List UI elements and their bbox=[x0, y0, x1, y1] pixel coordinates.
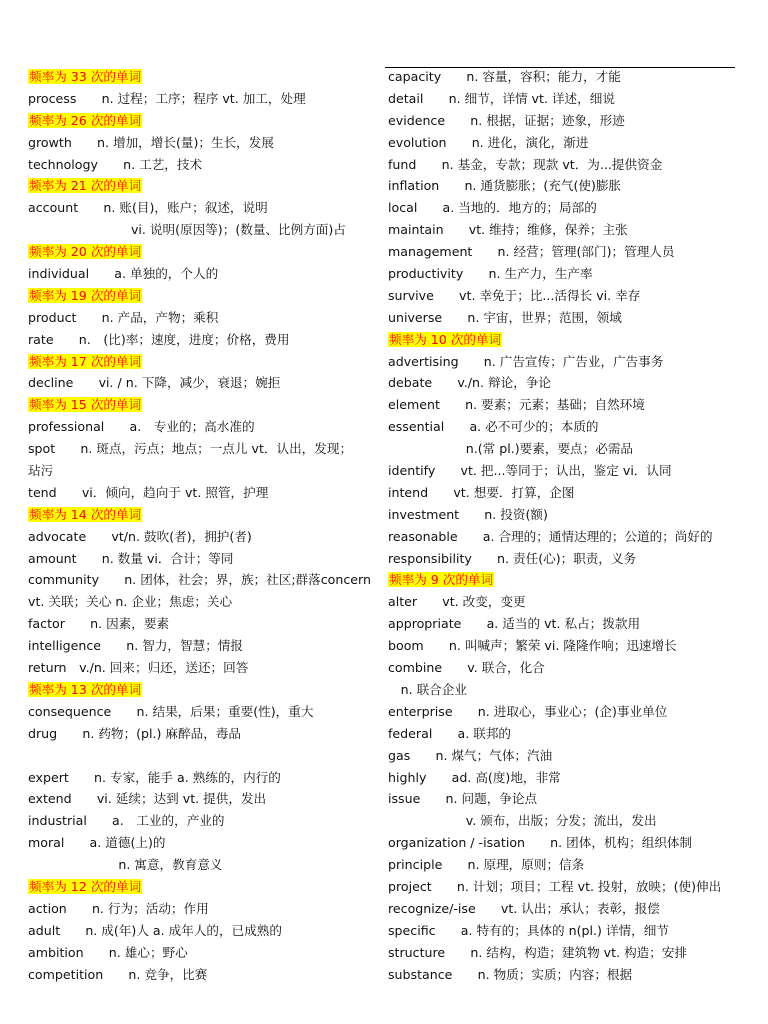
word-entry: return v./n. 回来；归还，送还；回答 bbox=[28, 660, 249, 676]
word-entry: intend vt. 想要．打算，企图 bbox=[388, 484, 575, 500]
word-entry: detail n. 细节，详情 vt. 详述，细说 bbox=[388, 90, 615, 106]
word-entry: spot n. 斑点，污点；地点；一点儿 vt．认出，发现； bbox=[28, 441, 353, 457]
word-entry: adult n. 成(年)人 a. 成年人的，已成熟的 bbox=[28, 922, 282, 938]
word-entry: ambition n. 雄心；野心 bbox=[28, 944, 188, 960]
word-entry: gas n. 煤气；气体；汽油 bbox=[388, 747, 553, 763]
word-entry: individual a. 单独的，个人的 bbox=[28, 266, 219, 282]
word-entry: identify vt. 把...等同于；认出，鉴定 vi．认同 bbox=[388, 463, 672, 479]
word-entry: process n. 过程；工序；程序 vt. 加工，处理 bbox=[28, 90, 306, 106]
word-entry: decline vi. / n. 下降，减少，衰退；婉拒 bbox=[28, 375, 281, 391]
word-entry: essential a. 必不可少的；本质的 bbox=[388, 419, 599, 435]
word-entry: advocate vt/n. 鼓吹(者)，拥护(者) bbox=[28, 528, 252, 544]
word-entry: growth n. 增加，增长(量)；生长，发展 bbox=[28, 134, 274, 150]
left-column bbox=[28, 66, 380, 985]
word-entry: specific a. 特有的；具体的 n(pl.) 详情，细节 bbox=[388, 922, 669, 938]
frequency-heading bbox=[388, 329, 740, 351]
word-entry: enterprise n. 进取心，事业心；(企)事业单位 bbox=[388, 703, 668, 719]
word-entry-continuation: vi. 说明(原因等)；(数量、比例方面)占 bbox=[68, 222, 346, 238]
word-entry-continuation: n.(常 pl.)要素，要点；必需品 bbox=[428, 441, 634, 457]
word-entry: account n. 账(目)，账户；叙述，说明 bbox=[28, 200, 268, 216]
frequency-heading bbox=[28, 679, 380, 701]
word-entry: evolution n. 进化，演化，渐进 bbox=[388, 134, 589, 150]
word-entry: debate v./n. 辩论，争论 bbox=[388, 375, 552, 391]
word-entry: moral a. 道德(上)的 bbox=[28, 835, 166, 851]
word-entry: advertising n. 广告宣传；广告业，广告事务 bbox=[388, 353, 664, 369]
word-entry: alter vt. 改变，变更 bbox=[388, 594, 526, 610]
frequency-heading bbox=[28, 351, 380, 373]
word-entry: factor n. 因素，要素 bbox=[28, 616, 170, 632]
word-entry: expert n. 专家，能手 a. 熟练的，内行的 bbox=[28, 769, 281, 785]
word-entry: organization / -isation n. 团体，机构；组织体制 bbox=[388, 835, 693, 851]
word-entry: drug n. 药物；(pl.) 麻醉品，毒品 bbox=[28, 725, 241, 741]
word-entry: appropriate a. 适当的 vt. 私占；拨款用 bbox=[388, 616, 641, 632]
word-entry: universe n. 宇宙，世界；范围，领域 bbox=[388, 309, 622, 325]
word-entry: competition n. 竞争，比赛 bbox=[28, 966, 208, 982]
frequency-heading-label: 频率为 10 次的单词 bbox=[389, 331, 502, 347]
right-column bbox=[388, 66, 740, 985]
frequency-heading bbox=[28, 241, 380, 263]
word-entry: federal a. 联邦的 bbox=[388, 725, 512, 741]
word-entry: evidence n. 根据，证据；迹象，形迹 bbox=[388, 112, 625, 128]
word-entry: recognize/-ise vt. 认出；承认；表彰，报偿 bbox=[388, 900, 660, 916]
frequency-heading bbox=[388, 569, 740, 591]
frequency-heading-label: 频率为 33 次的单词 bbox=[29, 69, 142, 84]
word-entry: maintain vt. 维持；维修，保养；主张 bbox=[388, 222, 628, 238]
word-entry: amount n. 数量 vi．合计；等同 bbox=[28, 550, 234, 566]
word-entry: consequence n. 结果，后果；重要(性)，重大 bbox=[28, 703, 314, 719]
word-entry: management n. 经营；管理(部门)；管理人员 bbox=[388, 244, 675, 260]
word-entry: community n. 团体，社会；界，族；社区;群落concern bbox=[28, 572, 371, 588]
word-entry: professional a. 专业的；高水准的 bbox=[28, 419, 255, 435]
word-entry: substance n. 物质；实质；内容；根据 bbox=[388, 966, 633, 982]
frequency-heading-label: 频率为 20 次的单词 bbox=[29, 244, 142, 260]
word-entry: vt. 关联；关心 n. 企业；焦虑；关心 bbox=[28, 594, 233, 610]
frequency-heading bbox=[28, 394, 380, 416]
word-entry: boom n. 叫喊声；繁荣 vi. 隆隆作响；迅速增长 bbox=[388, 638, 677, 654]
frequency-heading-label: 频率为 19 次的单词 bbox=[29, 287, 142, 303]
word-entry: capacity n. 容量，容积；能力，才能 bbox=[388, 69, 621, 84]
word-entry: reasonable a. 合理的；通情达理的；公道的；尚好的 bbox=[388, 528, 713, 544]
word-entry: technology n. 工艺，技术 bbox=[28, 156, 203, 172]
blank-line bbox=[28, 745, 380, 767]
word-entry: n. 联合企业 bbox=[388, 681, 467, 697]
word-entry: survive vt. 幸免于；比...活得长 vi. 幸存 bbox=[388, 287, 641, 303]
frequency-heading-label: 频率为 9 次的单词 bbox=[389, 572, 494, 588]
word-entry: extend vi. 延续；达到 vt. 提供，发出 bbox=[28, 791, 267, 807]
word-entry: structure n. 结构，构造；建筑物 vt. 构造；安排 bbox=[388, 944, 688, 960]
word-entry: investment n. 投资(额) bbox=[388, 506, 548, 522]
word-entry: issue n. 问题，争论点 bbox=[388, 791, 538, 807]
frequency-heading bbox=[28, 504, 380, 526]
word-entry: productivity n. 生产力，生产率 bbox=[388, 266, 593, 282]
word-entry-continuation: v. 颁布，出版；分发；流出，发出 bbox=[428, 813, 657, 829]
frequency-heading-label: 频率为 17 次的单词 bbox=[29, 353, 142, 369]
word-entry: 玷污 bbox=[28, 463, 54, 479]
word-entry: action n. 行为；活动；作用 bbox=[28, 900, 209, 916]
word-entry: local a. 当地的．地方的；局部的 bbox=[388, 200, 597, 216]
word-entry: combine v. 联合，化合 bbox=[388, 660, 545, 676]
frequency-heading bbox=[28, 175, 380, 197]
word-entry: highly ad. 高(度)地，非常 bbox=[388, 769, 561, 785]
word-entry: product n. 产品，产物；乘积 bbox=[28, 309, 219, 325]
frequency-heading bbox=[28, 66, 380, 88]
frequency-heading-label: 频率为 14 次的单词 bbox=[29, 506, 142, 522]
word-entry: fund n. 基金，专款；现款 vt．为...提供资金 bbox=[388, 156, 663, 172]
word-entry: rate n. (比)率；速度，进度；价格，费用 bbox=[28, 331, 290, 347]
frequency-heading-label: 频率为 26 次的单词 bbox=[29, 112, 142, 128]
frequency-heading bbox=[28, 110, 380, 132]
frequency-heading-label: 频率为 15 次的单词 bbox=[29, 397, 142, 413]
frequency-heading bbox=[28, 876, 380, 898]
word-entry-continuation: n. 寓意，教育意义 bbox=[68, 857, 223, 873]
frequency-heading-label: 频率为 21 次的单词 bbox=[29, 178, 142, 194]
word-entry: tend vi．倾向，趋向于 vt. 照管，护理 bbox=[28, 484, 269, 500]
word-entry: responsibility n. 责任(心)；职责，义务 bbox=[388, 550, 637, 566]
word-entry: industrial a. 工业的，产业的 bbox=[28, 813, 225, 829]
frequency-heading bbox=[28, 285, 380, 307]
word-entry: element n. 要素；元素；基础；自然环境 bbox=[388, 397, 645, 413]
frequency-heading-label: 频率为 13 次的单词 bbox=[29, 681, 142, 697]
word-entry: principle n. 原理，原则；信条 bbox=[388, 857, 585, 873]
frequency-heading-label: 频率为 12 次的单词 bbox=[29, 878, 142, 894]
word-entry: inflation n. 通货膨胀；(充气(使)膨胀 bbox=[388, 178, 622, 194]
word-entry: project n. 计划；项目；工程 vt. 投射，放映；(使)伸出 bbox=[388, 878, 722, 894]
word-entry: intelligence n. 智力，智慧；情报 bbox=[28, 638, 243, 654]
